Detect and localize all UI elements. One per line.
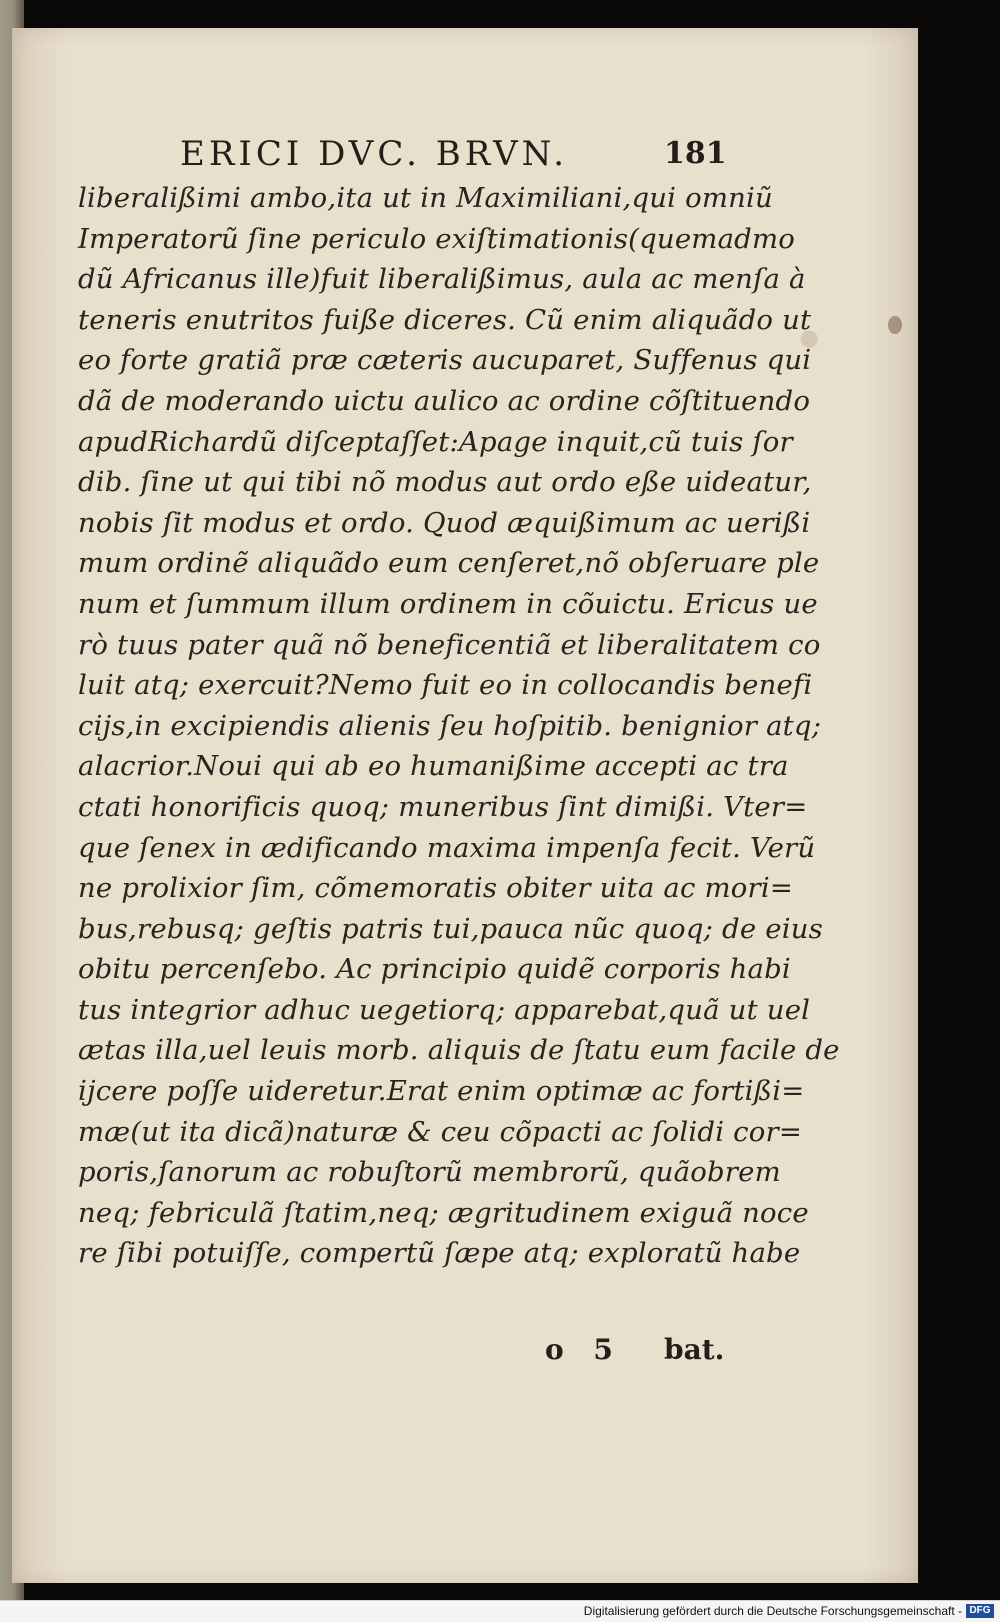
text-line: re ſibi potuiſſe, compertũ ſæpe atq; exploratũ habe [78, 1237, 801, 1270]
text-line: teneris enutritos fuiße diceres. Cũ enim aliquãdo ut [78, 303, 812, 336]
text-line: ctati honorificis quoq; muneribus ſint dimißi. Vter= [78, 790, 808, 823]
text-line: obitu percenſebo. Ac principio quidẽ corporis habi [78, 953, 791, 986]
signature-mark: o 5 [545, 1333, 623, 1366]
text-line: ijcere poſſe uideretur.Erat enim optimæ ac fortißi= [78, 1075, 805, 1108]
catchword: bat. [664, 1333, 725, 1366]
text-line: nobis ſit modus et ordo. Quod æquißimum ac uerißi [78, 506, 811, 539]
text-line: bus,rebusq; geſtis patris tui,pauca nũc quoq; de eius [78, 912, 823, 945]
text-line: dũ Africanus ille)fuit liberalißimus, aula ac menſa à [78, 263, 806, 296]
book-page [12, 28, 918, 1583]
digitization-footer [0, 1600, 1000, 1622]
body-text [78, 178, 840, 1348]
page-number: 181 [664, 136, 727, 171]
text-line: mum ordinẽ aliquãdo eum cenſeret,nõ obſeruare ple [78, 547, 820, 580]
dfg-logo: DFG [966, 1604, 994, 1618]
text-line: alacrior.Noui qui ab eo humanißime accepti ac tra [78, 750, 789, 783]
text-line: rò tuus pater quã nõ beneficentiã et liberalitatem co [78, 628, 821, 661]
text-line: neq; febriculã ſtatim,neq; ægritudinem exiguã noce [78, 1196, 809, 1229]
text-line: ne prolixior ſim, cõmemoratis obiter uita ac mori= [78, 872, 794, 905]
text-line: Imperatorũ ſine periculo exiſtimationis(quemadmo [78, 222, 796, 255]
text-line: dã de moderando uictu aulico ac ordine cõſtituendo [78, 384, 811, 417]
page-content [12, 28, 918, 1583]
text-line: cijs,in excipiendis alienis ſeu hoſpitib. benignior atq; [78, 709, 822, 742]
text-line: poris,ſanorum ac robuſtorũ membrorũ, quãobrem [78, 1156, 781, 1189]
text-line: liberalißimi ambo,ita ut in Maximiliani,qui omniũ [78, 182, 773, 214]
text-line: num et ſummum illum ordinem in cõuictu. Ericus ue [78, 587, 818, 620]
text-line: luit atq; exercuit?Nemo fuit eo in collocandis benefi [78, 669, 813, 702]
text-line: apudRichardũ diſceptaſſet:Apage inquit,cũ tuis ſor [78, 425, 793, 458]
text-line: tus integrior adhuc uegetiorq; apparebat,quã ut uel [78, 993, 811, 1026]
text-line: que ſenex in ædificando maxima impenſa fecit. Verũ [78, 831, 816, 864]
text-line: eo forte gratiã præ cæteris aucuparet, Suffenus qui [78, 344, 812, 377]
ink-stain [888, 316, 902, 334]
running-head: ERICI DVC. BRVN. [180, 134, 569, 174]
text-line: ætas illa,uel leuis morb. aliquis de ſtatu eum facile de [78, 1034, 840, 1067]
text-line: mæ(ut ita dicã)naturæ & ceu cõpacti ac ſolidi cor= [78, 1115, 803, 1148]
footer-credit-text: Digitalisierung gefördert durch die Deutsche Forschungsgemeinschaft - [583, 1604, 962, 1618]
text-line: dib. ſine ut qui tibi nõ modus aut ordo eße uideatur, [78, 466, 812, 499]
